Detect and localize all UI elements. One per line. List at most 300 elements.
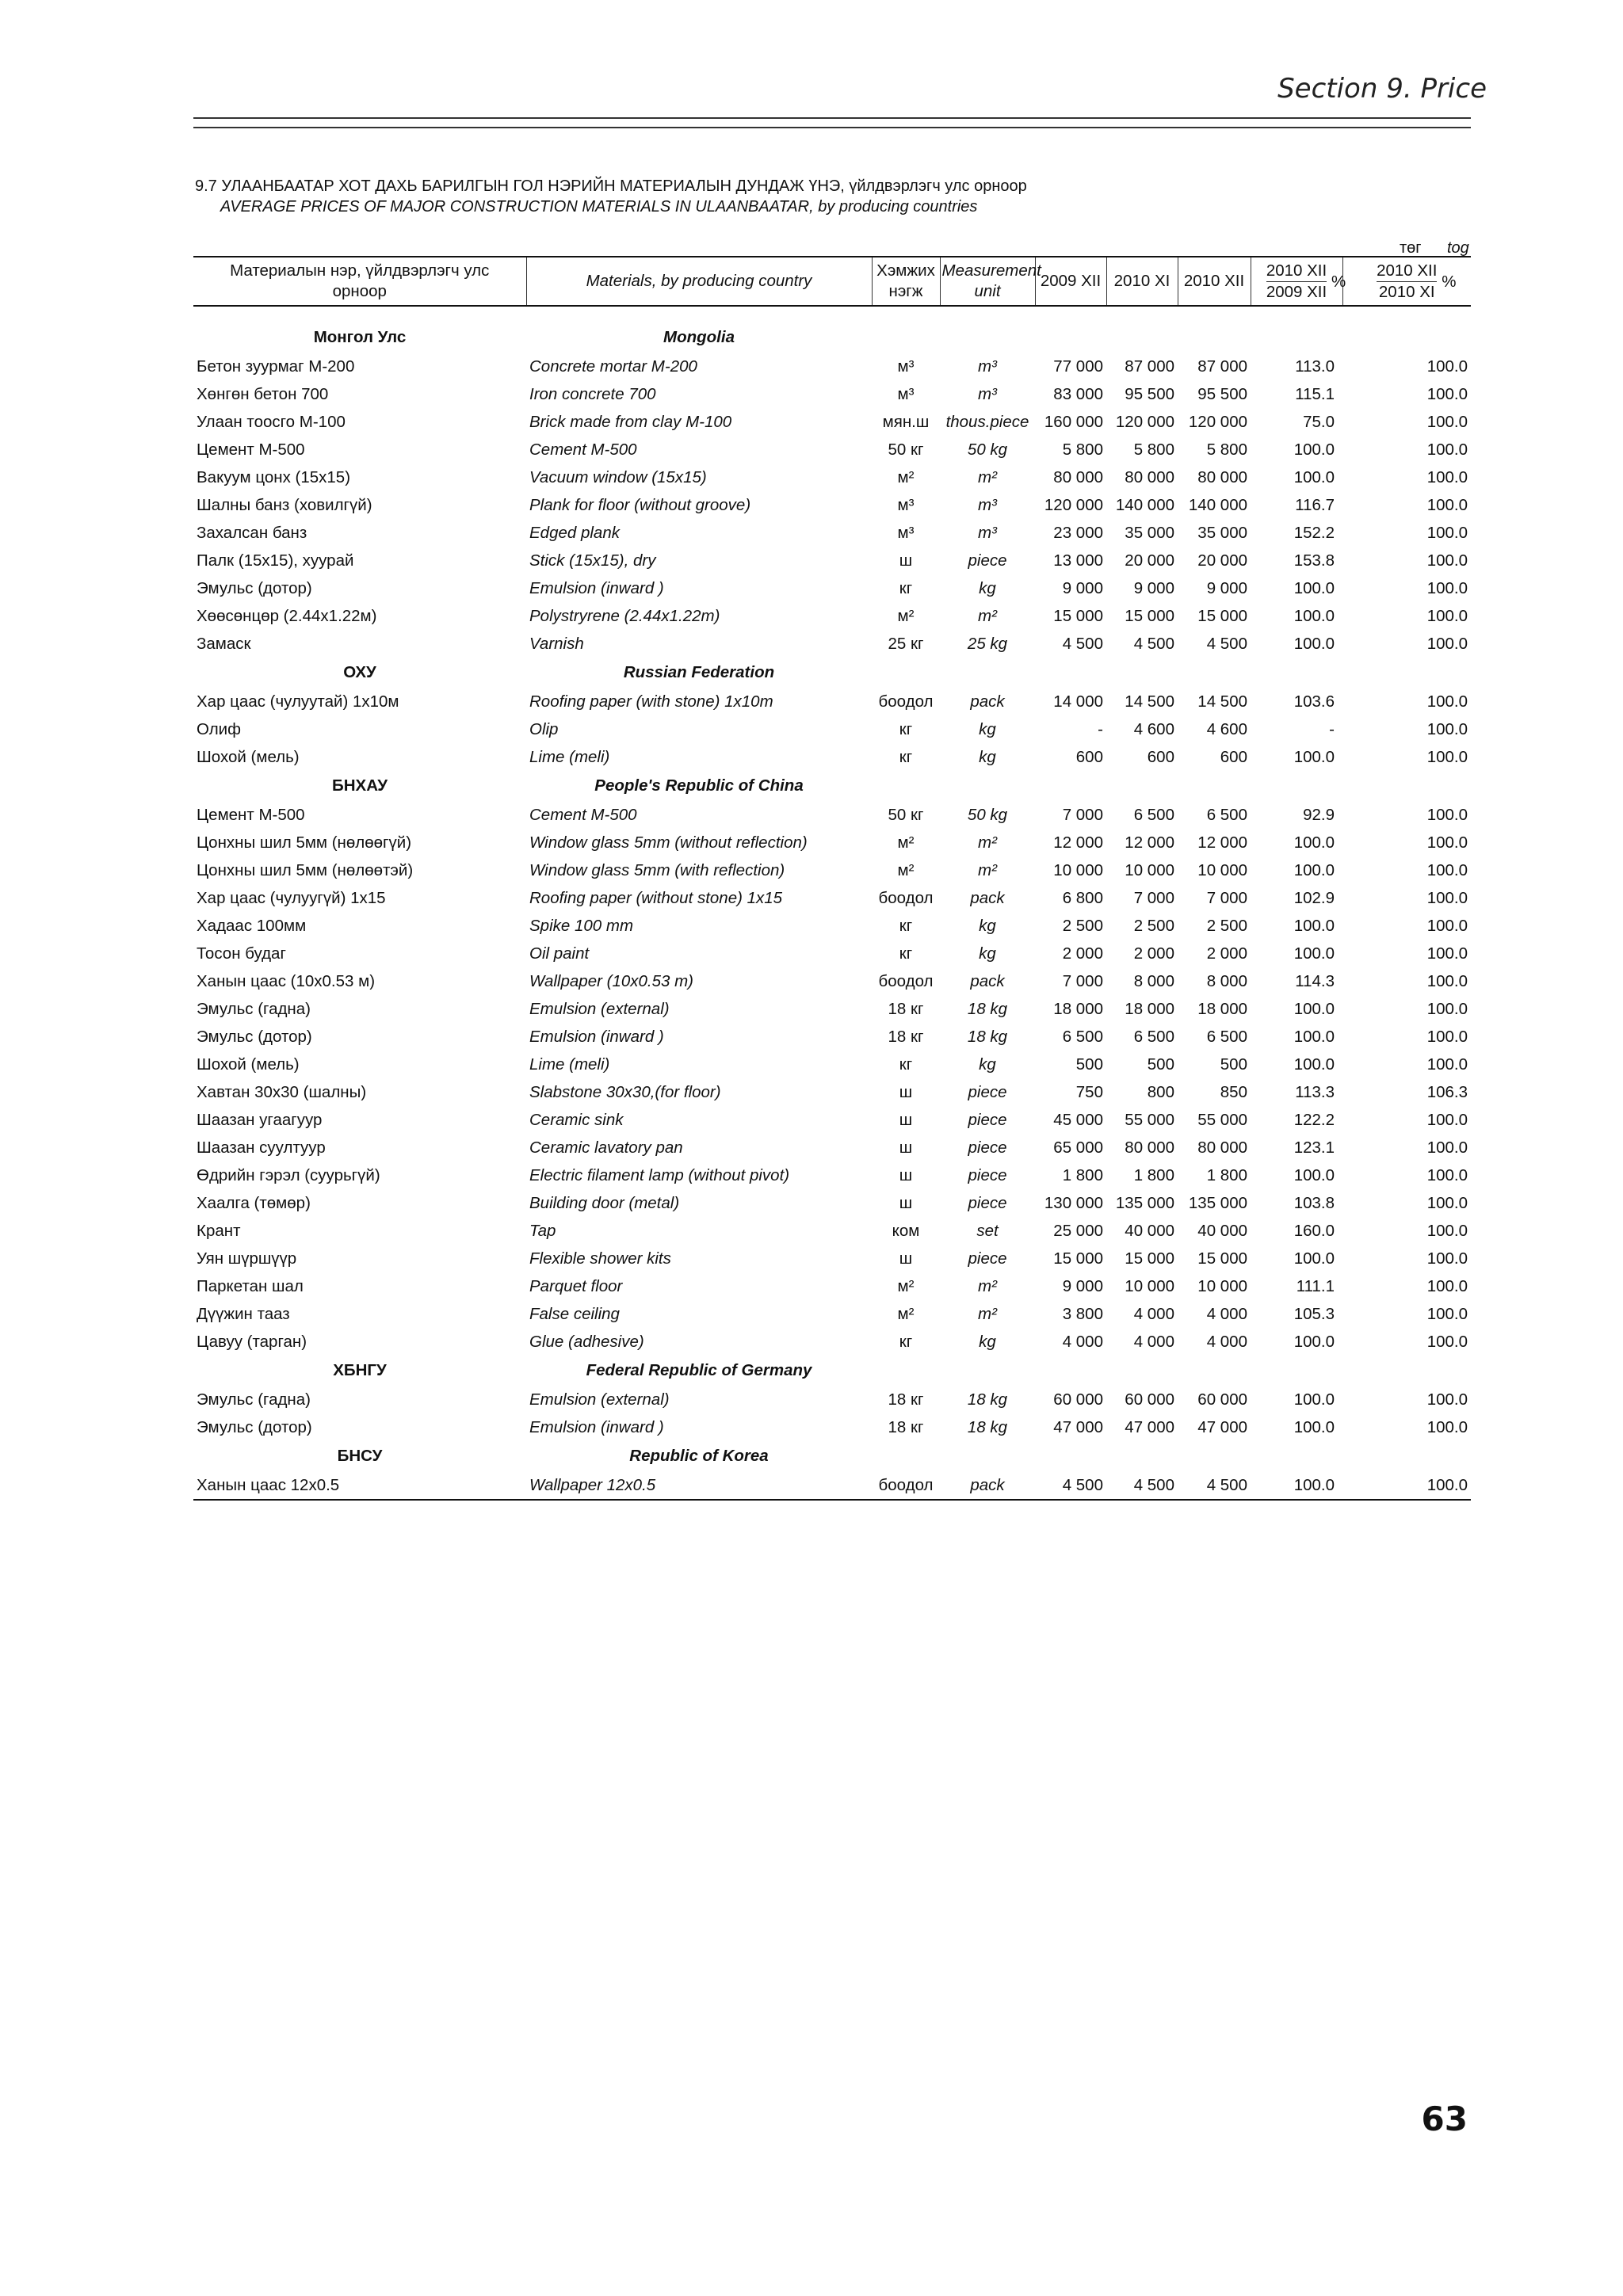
- unit-mn: м²: [897, 1304, 915, 1323]
- price-2009-xii: -: [1098, 719, 1103, 738]
- material-name-en: Window glass 5mm (with reflection): [529, 860, 785, 879]
- ratio-yoy: 113.0: [1295, 357, 1335, 376]
- ratio-yoy: 100.0: [1293, 1417, 1335, 1436]
- table-row: [193, 1386, 1471, 1413]
- material-name-en: Electric filament lamp (without pivot): [529, 1165, 790, 1184]
- price-2010-xi: 135 000: [1115, 1193, 1174, 1212]
- price-2009-xii: 45 000: [1053, 1110, 1103, 1129]
- material-name-mn: Хавтан 30x30 (шалны): [197, 1082, 367, 1101]
- unit-mn: м²: [897, 1276, 915, 1295]
- price-2010-xii: 8 000: [1206, 971, 1247, 990]
- unit-en: kg: [979, 719, 996, 738]
- table-row: [193, 912, 1471, 940]
- unit-en: kg: [979, 944, 996, 963]
- price-2010-xii: 12 000: [1197, 833, 1247, 852]
- price-2009-xii: 23 000: [1053, 523, 1103, 542]
- table-row: [193, 630, 1471, 658]
- material-name-en: Wallpaper (10x0.53 m): [529, 971, 693, 990]
- price-2010-xi: 6 500: [1133, 1027, 1174, 1046]
- ratio-mom: 100.0: [1426, 634, 1468, 653]
- price-2009-xii: 2 000: [1062, 944, 1103, 963]
- table-row: [193, 884, 1471, 912]
- ratio-mom: 100.0: [1426, 440, 1468, 459]
- ratio-yoy: 152.2: [1293, 523, 1335, 542]
- price-2010-xii: 6 500: [1206, 1027, 1247, 1046]
- country-name-en: People's Republic of China: [594, 776, 804, 795]
- price-2009-xii: 18 000: [1053, 999, 1103, 1018]
- material-name-en: Concrete mortar M-200: [529, 357, 697, 376]
- material-name-en: Iron concrete 700: [529, 384, 656, 403]
- ratio-yoy: 100.0: [1293, 999, 1335, 1018]
- ratio-yoy: 75.0: [1303, 412, 1335, 431]
- ratio-mom: [1369, 261, 1457, 303]
- material-name-mn: Шохой (мель): [197, 747, 300, 766]
- price-2010-xi: 4 000: [1133, 1332, 1174, 1351]
- ratio-mom: 100.0: [1426, 888, 1468, 907]
- price-2009-xii: 1 800: [1062, 1165, 1103, 1184]
- table-row: [193, 574, 1471, 602]
- unit-mn: м²: [897, 833, 915, 852]
- price-2010-xi: 87 000: [1125, 357, 1174, 376]
- price-2010-xi: 60 000: [1125, 1390, 1174, 1409]
- country-group-row: [193, 658, 1471, 688]
- country-name-en: Mongolia: [663, 328, 735, 346]
- price-2009-xii: 130 000: [1044, 1193, 1103, 1212]
- price-2010-xii: 2 500: [1206, 916, 1247, 935]
- unit-en: m³: [978, 384, 997, 403]
- unit-en: pack: [970, 888, 1005, 907]
- price-2010-xii: 4 000: [1206, 1332, 1247, 1351]
- price-2009-xii: 750: [1075, 1082, 1103, 1101]
- ratio-mom: 100.0: [1426, 1055, 1468, 1074]
- unit-en: piece: [968, 1193, 1007, 1212]
- material-name-mn: Хар цаас (чулуутай) 1x10м: [197, 692, 399, 711]
- unit-en: pack: [970, 971, 1005, 990]
- material-name-en: Plank for floor (without groove): [529, 495, 751, 514]
- ratio-mom: 100.0: [1426, 467, 1468, 486]
- ratio-yoy: 100.0: [1293, 1055, 1335, 1074]
- ratio-yoy: 103.8: [1293, 1193, 1335, 1212]
- price-2010-xii: 120 000: [1188, 412, 1247, 431]
- unit-mn: ш: [899, 1193, 913, 1212]
- material-name-mn: Олиф: [197, 719, 241, 738]
- unit-en: kg: [979, 747, 996, 766]
- ratio-yoy: 100.0: [1293, 833, 1335, 852]
- price-2009-xii: 12 000: [1053, 833, 1103, 852]
- price-2010-xi: 600: [1147, 747, 1174, 766]
- country-group-row: [193, 771, 1471, 801]
- unit-mn: ш: [899, 1110, 913, 1129]
- ratio-yoy: 113.3: [1295, 1082, 1335, 1101]
- price-2009-xii: 77 000: [1053, 357, 1103, 376]
- unit-mn: ш: [899, 1138, 913, 1157]
- price-2010-xii: 4 500: [1178, 1471, 1251, 1500]
- table-row: [193, 967, 1471, 995]
- price-2010-xi: 120 000: [1115, 412, 1174, 431]
- price-2009-xii: 7 000: [1062, 971, 1103, 990]
- table-row: [193, 602, 1471, 630]
- price-2010-xii: 60 000: [1197, 1390, 1247, 1409]
- ratio-yoy: 105.3: [1293, 1304, 1335, 1323]
- material-name-mn: Цонхны шил 5мм (нөлөөгүй): [197, 833, 412, 852]
- ratio-yoy: 100.0: [1251, 1471, 1342, 1500]
- price-2010-xi: 10 000: [1125, 1276, 1174, 1295]
- ratio-yoy-bottom: 2009 XII: [1266, 282, 1327, 301]
- price-2010-xii: 4 600: [1206, 719, 1247, 738]
- price-2009-xii: 160 000: [1044, 412, 1103, 431]
- ratio-mom-top: 2010 XII: [1377, 261, 1437, 282]
- unit-mn: 50 кг: [888, 440, 924, 459]
- ratio-mom: 100.0: [1426, 1165, 1468, 1184]
- country-name-mn: БНСУ: [337, 1447, 383, 1465]
- ratio-mom: 100.0: [1426, 1332, 1468, 1351]
- ratio-mom: 100.0: [1426, 606, 1468, 625]
- table-row: [193, 1134, 1471, 1161]
- unit-mn: кг: [899, 1055, 913, 1074]
- material-name-mn: Улаан тоосго М-100: [197, 412, 346, 431]
- material-name-mn: Уян шүршүүр: [197, 1249, 297, 1268]
- material-name-en: Oil paint: [529, 944, 590, 963]
- material-name-en: False ceiling: [529, 1304, 620, 1323]
- table-row: [193, 829, 1471, 856]
- unit-en: set: [976, 1221, 999, 1240]
- country-group-row: [193, 1356, 1471, 1386]
- material-name-en: Lime (meli): [529, 747, 610, 766]
- table-row: [193, 519, 1471, 547]
- price-2010-xi: 4 500: [1133, 634, 1174, 653]
- material-name-mn: Эмульс (дотор): [197, 578, 312, 597]
- unit-en: pack: [940, 1471, 1035, 1500]
- country-name-en: Federal Republic of Germany: [586, 1361, 812, 1379]
- ratio-mom: 100.0: [1426, 495, 1468, 514]
- material-name-en: Emulsion (inward ): [529, 578, 664, 597]
- table-row: [193, 1217, 1471, 1245]
- unit-en: kg: [979, 1332, 996, 1351]
- col-header-2009-xii: 2009 XII: [1035, 257, 1106, 306]
- country-name-mn: ХБНГУ: [333, 1361, 387, 1379]
- unit-mn: кг: [899, 916, 913, 935]
- unit-mn: кг: [899, 719, 913, 738]
- material-name-mn: Өдрийн гэрэл (суурьгүй): [197, 1165, 380, 1184]
- price-2010-xii: 40 000: [1197, 1221, 1247, 1240]
- unit-mn: ком: [892, 1221, 920, 1240]
- ratio-mom: 100.0: [1426, 1193, 1468, 1212]
- ratio-yoy: 103.6: [1293, 692, 1335, 711]
- table-row: [193, 353, 1471, 380]
- table-row: [193, 408, 1471, 436]
- unit-en: pack: [970, 692, 1005, 711]
- ratio-yoy: 123.1: [1293, 1138, 1335, 1157]
- unit-en: piece: [968, 1138, 1007, 1157]
- ratio-yoy: 100.0: [1293, 1390, 1335, 1409]
- material-name-en: Polystryrene (2.44x1.22m): [529, 606, 720, 625]
- unit-mn: боодол: [878, 888, 934, 907]
- price-2009-xii: 13 000: [1053, 551, 1103, 570]
- unit-en: m²: [978, 1304, 997, 1323]
- unit-mn: боодол: [878, 971, 934, 990]
- ratio-mom: 100.0: [1426, 833, 1468, 852]
- table-row: [193, 1272, 1471, 1300]
- price-2010-xii: 10 000: [1197, 1276, 1247, 1295]
- material-name-en: Roofing paper (without stone) 1x15: [529, 888, 783, 907]
- unit-en: 25 kg: [967, 634, 1008, 653]
- ratio-mom: 100.0: [1342, 1471, 1471, 1500]
- unit-mn: кг: [899, 578, 913, 597]
- material-name-en: Cement M-500: [529, 440, 637, 459]
- price-2009-xii: 83 000: [1053, 384, 1103, 403]
- table-row: [193, 1328, 1471, 1356]
- unit-en: m²: [978, 606, 997, 625]
- country-name-mn: Монгол Улс: [313, 328, 407, 346]
- unit-en: m³: [978, 357, 997, 376]
- price-2010-xi: 6 500: [1133, 805, 1174, 824]
- material-name-en: Ceramic lavatory pan: [529, 1138, 683, 1157]
- table-title-mn: 9.7 УЛААНБААТАР ХОТ ДАХЬ БАРИЛГЫН ГОЛ НЭРИЙН МАТЕРИАЛЫН ДУНДАЖ ҮНЭ, үйлдвэрлэгч улс орноор: [195, 177, 1027, 195]
- price-2010-xii: 850: [1220, 1082, 1247, 1101]
- table-row: [193, 1245, 1471, 1272]
- material-name-en: Olip: [529, 719, 559, 738]
- material-name-mn: Захалсан банз: [197, 523, 307, 542]
- unit-mn: м³: [897, 384, 915, 403]
- unit-en: 18 kg: [967, 1390, 1008, 1409]
- material-name-en: Stick (15x15), dry: [529, 551, 656, 570]
- price-2009-xii: 14 000: [1053, 692, 1103, 711]
- table-row: [193, 436, 1471, 463]
- unit-mn: ш: [899, 1082, 913, 1101]
- price-2009-xii: 9 000: [1062, 578, 1103, 597]
- material-name-en: Glue (adhesive): [529, 1332, 644, 1351]
- unit-en: m³: [978, 495, 997, 514]
- material-name-en: Emulsion (external): [529, 999, 670, 1018]
- material-name-en: Window glass 5mm (without reflection): [529, 833, 808, 852]
- unit-en: thous.piece: [945, 412, 1029, 431]
- ratio-yoy: 100.0: [1293, 578, 1335, 597]
- unit-en: m²: [978, 467, 997, 486]
- price-2010-xi: 14 500: [1125, 692, 1174, 711]
- material-name-mn: Цонхны шил 5мм (нөлөөтэй): [197, 860, 414, 879]
- ratio-yoy: 100.0: [1293, 467, 1335, 486]
- ratio-mom: 100.0: [1426, 916, 1468, 935]
- price-2010-xii: 140 000: [1188, 495, 1247, 514]
- table-row: [193, 1413, 1471, 1441]
- material-name-en: Lime (meli): [529, 1055, 610, 1074]
- price-2010-xi: 12 000: [1125, 833, 1174, 852]
- material-name-en: Edged plank: [529, 523, 620, 542]
- col-header-name-mn: Материалын нэр, үйлдвэрлэгч улс орноор: [193, 257, 526, 306]
- unit-mn: кг: [899, 1332, 913, 1351]
- price-2010-xii: 14 500: [1197, 692, 1247, 711]
- ratio-yoy: 102.9: [1293, 888, 1335, 907]
- material-name-mn: Вакуум цонх (15x15): [197, 467, 351, 486]
- price-2009-xii: 60 000: [1053, 1390, 1103, 1409]
- unit-mn: ш: [899, 551, 913, 570]
- price-2010-xii: 5 800: [1206, 440, 1247, 459]
- unit-mn: 50 кг: [888, 805, 924, 824]
- ratio-mom: 100.0: [1426, 1417, 1468, 1436]
- unit-en: piece: [968, 1249, 1007, 1268]
- ratio-mom: 100.0: [1426, 1110, 1468, 1129]
- material-name-en: Slabstone 30x30,(for floor): [529, 1082, 721, 1101]
- price-2010-xi: 95 500: [1125, 384, 1174, 403]
- price-2010-xi: 40 000: [1125, 1221, 1174, 1240]
- price-2010-xii: 4 000: [1206, 1304, 1247, 1323]
- price-2010-xii: 7 000: [1206, 888, 1247, 907]
- price-2010-xii: 87 000: [1197, 357, 1247, 376]
- table-body: [193, 306, 1471, 1500]
- material-name-mn: Хөнгөн бетон 700: [197, 384, 329, 403]
- price-2009-xii: 65 000: [1053, 1138, 1103, 1157]
- table-row: [193, 995, 1471, 1023]
- ratio-yoy: 153.8: [1293, 551, 1335, 570]
- unit-en: piece: [968, 551, 1007, 570]
- unit-mn: кг: [899, 944, 913, 963]
- price-2010-xii: 135 000: [1188, 1193, 1247, 1212]
- price-2009-xii: 9 000: [1062, 1276, 1103, 1295]
- unit-en: kg: [979, 1055, 996, 1074]
- unit-en: 18 kg: [967, 1027, 1008, 1046]
- price-2010-xii: 4 500: [1206, 634, 1247, 653]
- header-rule-2: [193, 127, 1471, 128]
- price-2010-xii: 1 800: [1206, 1165, 1247, 1184]
- material-name-mn: Палк (15x15), хуурай: [197, 551, 354, 570]
- price-2010-xi: 55 000: [1125, 1110, 1174, 1129]
- price-2010-xi: 140 000: [1115, 495, 1174, 514]
- ratio-mom: 100.0: [1426, 747, 1468, 766]
- price-2009-xii: 6 500: [1062, 1027, 1103, 1046]
- country-name-mn: ОХУ: [343, 663, 376, 681]
- unit-mn: кг: [899, 747, 913, 766]
- price-2010-xi: 47 000: [1125, 1417, 1174, 1436]
- material-name-mn: Паркетан шал: [197, 1276, 304, 1295]
- price-2010-xi: 4 000: [1133, 1304, 1174, 1323]
- percent-sign: %: [1442, 272, 1457, 291]
- ratio-yoy: 100.0: [1293, 944, 1335, 963]
- unit-mn: боодол: [878, 692, 934, 711]
- material-name-en: Varnish: [529, 634, 584, 653]
- ratio-mom: 100.0: [1426, 860, 1468, 879]
- price-2010-xi: 15 000: [1125, 1249, 1174, 1268]
- spacer-row: [193, 306, 1471, 322]
- material-name-en: Vacuum window (15x15): [529, 467, 707, 486]
- ratio-mom: 100.0: [1426, 384, 1468, 403]
- table-row: [193, 1189, 1471, 1217]
- price-2010-xi: 4 500: [1106, 1471, 1178, 1500]
- material-name-mn: Бетон зуурмаг М-200: [197, 357, 355, 376]
- table-row: [193, 1051, 1471, 1078]
- ratio-yoy: 100.0: [1293, 1165, 1335, 1184]
- price-2010-xii: 15 000: [1197, 606, 1247, 625]
- price-2010-xi: 9 000: [1133, 578, 1174, 597]
- ratio-yoy: 160.0: [1293, 1221, 1335, 1240]
- material-name-mn: Хадаас 100мм: [197, 916, 307, 935]
- material-name-mn: Шаазан суултуур: [197, 1138, 326, 1157]
- price-2009-xii: 15 000: [1053, 1249, 1103, 1268]
- unit-mn: 25 кг: [888, 634, 924, 653]
- table-row: [193, 715, 1471, 743]
- material-name-mn: Хөөсөнцөр (2.44x1.22м): [197, 606, 377, 625]
- price-2009-xii: 15 000: [1053, 606, 1103, 625]
- unit-en: kg: [979, 916, 996, 935]
- table-row: [193, 801, 1471, 829]
- material-name-en: Ceramic sink: [529, 1110, 624, 1129]
- table-row: [193, 856, 1471, 884]
- price-2009-xii: 4 000: [1062, 1332, 1103, 1351]
- ratio-mom-bottom: 2010 XI: [1378, 282, 1435, 301]
- unit-mn: 18 кг: [888, 1390, 924, 1409]
- table-row: [193, 1106, 1471, 1134]
- price-2010-xii: 95 500: [1197, 384, 1247, 403]
- ratio-yoy: 122.2: [1293, 1110, 1335, 1129]
- unit-en: piece: [968, 1165, 1007, 1184]
- price-2010-xi: 10 000: [1125, 860, 1174, 879]
- table-row: [193, 688, 1471, 715]
- price-2010-xi: 2 500: [1133, 916, 1174, 935]
- country-name-mn: БНХАУ: [332, 776, 388, 795]
- unit-mn: м²: [897, 606, 915, 625]
- header-rule: [193, 117, 1471, 119]
- col-header-name-en: Materials, by producing country: [526, 257, 872, 306]
- ratio-mom: 100.0: [1426, 719, 1468, 738]
- ratio-mom: 100.0: [1426, 1221, 1468, 1240]
- price-2010-xi: 500: [1147, 1055, 1174, 1074]
- unit-en: 50 kg: [967, 805, 1008, 824]
- material-name-en: Parquet floor: [529, 1276, 623, 1295]
- material-name-en: Emulsion (inward ): [529, 1417, 664, 1436]
- ratio-mom: 100.0: [1426, 971, 1468, 990]
- ratio-mom: 100.0: [1426, 1276, 1468, 1295]
- percent-sign: %: [1331, 272, 1346, 291]
- price-2010-xi: 1 800: [1133, 1165, 1174, 1184]
- price-2010-xii: 47 000: [1197, 1417, 1247, 1436]
- ratio-yoy: 100.0: [1293, 1332, 1335, 1351]
- ratio-yoy: 116.7: [1295, 495, 1335, 514]
- col-header-ratio-mom: [1342, 257, 1471, 306]
- unit-en: kg: [979, 578, 996, 597]
- material-name-en: Brick made from clay M-100: [529, 412, 732, 431]
- col-header-unit-en: Measurement unit: [940, 257, 1035, 306]
- price-2010-xii: 2 000: [1206, 944, 1247, 963]
- ratio-yoy: 100.0: [1293, 440, 1335, 459]
- price-2010-xi: 35 000: [1125, 523, 1174, 542]
- ratio-yoy: 111.1: [1296, 1276, 1335, 1295]
- price-2009-xii: 10 000: [1053, 860, 1103, 879]
- material-name-en: Wallpaper 12x0.5: [526, 1471, 872, 1500]
- price-2010-xi: 4 600: [1133, 719, 1174, 738]
- table-row: [193, 1078, 1471, 1106]
- price-2010-xi: 8 000: [1133, 971, 1174, 990]
- price-2009-xii: 7 000: [1062, 805, 1103, 824]
- price-2010-xi: 80 000: [1125, 467, 1174, 486]
- unit-mn: ш: [899, 1165, 913, 1184]
- ratio-yoy: 100.0: [1293, 916, 1335, 935]
- country-name-en: Russian Federation: [623, 663, 775, 681]
- ratio-yoy: 100.0: [1293, 1027, 1335, 1046]
- ratio-yoy: [1258, 261, 1346, 303]
- ratio-mom: 100.0: [1426, 578, 1468, 597]
- ratio-yoy: 92.9: [1303, 805, 1335, 824]
- price-2010-xi: 7 000: [1133, 888, 1174, 907]
- material-name-en: Roofing paper (with stone) 1x10m: [529, 692, 773, 711]
- material-name-en: Emulsion (inward ): [529, 1027, 664, 1046]
- col-header-ratio-yoy: [1251, 257, 1346, 306]
- price-2009-xii: 80 000: [1053, 467, 1103, 486]
- price-2009-xii: 2 500: [1062, 916, 1103, 935]
- ratio-yoy-top: 2010 XII: [1266, 261, 1327, 282]
- table-row: [193, 463, 1471, 491]
- price-2009-xii: 600: [1075, 747, 1103, 766]
- unit-label-en: tog: [1447, 239, 1469, 257]
- material-name-en: Flexible shower kits: [529, 1249, 671, 1268]
